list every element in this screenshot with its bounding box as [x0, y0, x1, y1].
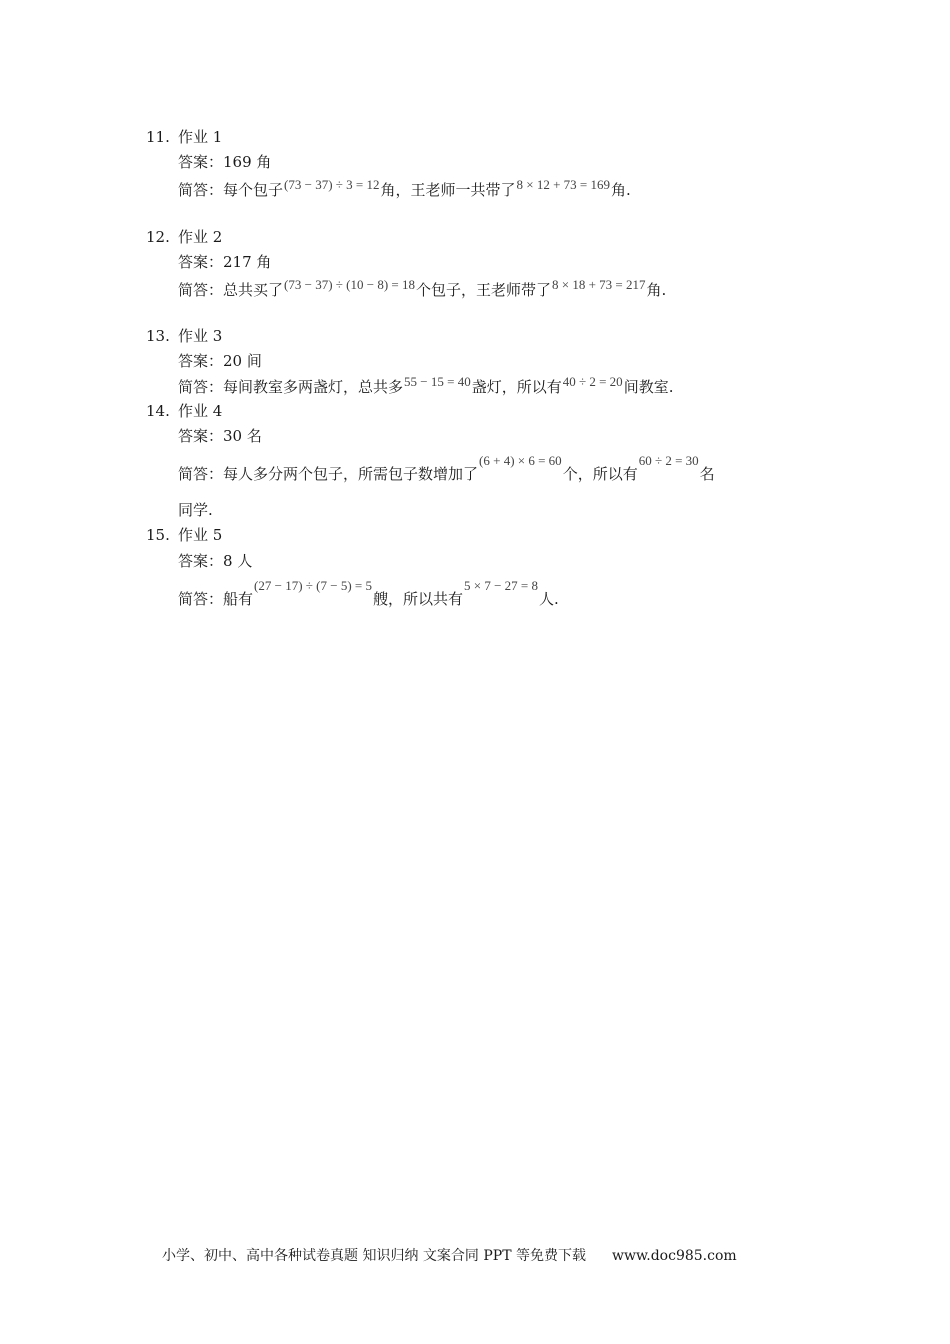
answer-value: 30 名 — [223, 427, 262, 445]
explanation-text: 船有 — [223, 590, 254, 608]
item-13-explanation — [178, 374, 674, 398]
item-number: 14. — [146, 402, 170, 420]
item-title: 作业 5 — [178, 526, 223, 544]
explanation-text: 角. — [646, 281, 667, 299]
explanation-text: 个，所以有 — [562, 465, 638, 483]
formula: 5 × 7 − 27 = 8 — [464, 578, 538, 593]
explanation-text: 角，王老师一共带了 — [380, 181, 516, 199]
explanation-text: 盏灯，所以有 — [471, 378, 562, 396]
item-title: 作业 3 — [178, 327, 223, 345]
formula: (27 − 17) ÷ (7 − 5) = 5 — [254, 578, 372, 593]
footer-website-link[interactable]: www.doc985.com — [611, 1248, 737, 1264]
formula: 60 ÷ 2 = 30 — [638, 453, 699, 468]
explanation-text: 艘，所以共有 — [372, 590, 463, 608]
formula: (6 + 4) × 6 = 60 — [479, 453, 562, 468]
explanation-text: 名 — [699, 465, 715, 483]
item-12-explanation — [178, 277, 667, 301]
explanation-text: 人. — [539, 590, 559, 608]
item-13-answer — [178, 351, 262, 371]
brief-label: 简答： — [178, 378, 224, 396]
item-number: 15. — [146, 526, 170, 544]
formula: (73 − 37) ÷ 3 = 12 — [284, 177, 380, 192]
formula: (73 − 37) ÷ (10 − 8) = 18 — [284, 277, 415, 292]
item-number: 12. — [146, 228, 170, 246]
item-13-heading — [146, 326, 222, 346]
item-title: 作业 2 — [178, 228, 223, 246]
footer-text: 小学、初中、高中各种试卷真题 知识归纳 文案合同 PPT 等免费下载 — [162, 1248, 586, 1264]
brief-label: 简答： — [178, 281, 224, 299]
answer-label: 答案： — [178, 427, 224, 445]
answer-label: 答案： — [178, 253, 224, 271]
explanation-text: 每间教室多两盏灯，总共多 — [223, 378, 404, 396]
item-14-explanation — [178, 453, 715, 485]
answer-value: 20 间 — [223, 352, 262, 370]
item-12-heading — [146, 227, 222, 247]
item-15-explanation — [178, 578, 559, 610]
formula: 8 × 18 + 73 = 217 — [552, 277, 646, 292]
item-15-answer — [178, 551, 252, 571]
brief-label: 简答： — [178, 465, 224, 483]
formula: 40 ÷ 2 = 20 — [562, 374, 623, 389]
answer-label: 答案： — [178, 352, 224, 370]
item-15-heading — [146, 525, 222, 545]
formula: 8 × 12 + 73 = 169 — [516, 177, 611, 192]
item-11-explanation — [178, 177, 631, 201]
item-number: 11. — [146, 128, 170, 146]
answer-value: 8 人 — [223, 552, 253, 570]
answer-value: 169 角 — [223, 153, 272, 171]
answer-value: 217 角 — [223, 253, 272, 271]
item-number: 13. — [146, 327, 170, 345]
item-title: 作业 1 — [178, 128, 223, 146]
formula: 55 − 15 = 40 — [404, 374, 471, 389]
explanation-text: 同学. — [178, 501, 213, 519]
answer-label: 答案： — [178, 552, 224, 570]
item-11-heading — [146, 127, 222, 147]
brief-label: 简答： — [178, 181, 224, 199]
explanation-text: 每个包子 — [223, 181, 284, 199]
explanation-text: 每人多分两个包子，所需包子数增加了 — [223, 465, 479, 483]
item-14-explanation-cont — [178, 500, 213, 520]
page-footer — [162, 1245, 737, 1265]
explanation-text: 间教室. — [623, 378, 674, 396]
explanation-text: 总共买了 — [223, 281, 284, 299]
item-14-heading — [146, 401, 222, 421]
item-11-answer — [178, 152, 271, 172]
explanation-text: 角. — [611, 181, 631, 199]
answer-label: 答案： — [178, 153, 224, 171]
item-12-answer — [178, 252, 271, 272]
brief-label: 简答： — [178, 590, 224, 608]
item-title: 作业 4 — [178, 402, 223, 420]
explanation-text: 个包子，王老师带了 — [415, 281, 551, 299]
item-14-answer — [178, 426, 262, 446]
